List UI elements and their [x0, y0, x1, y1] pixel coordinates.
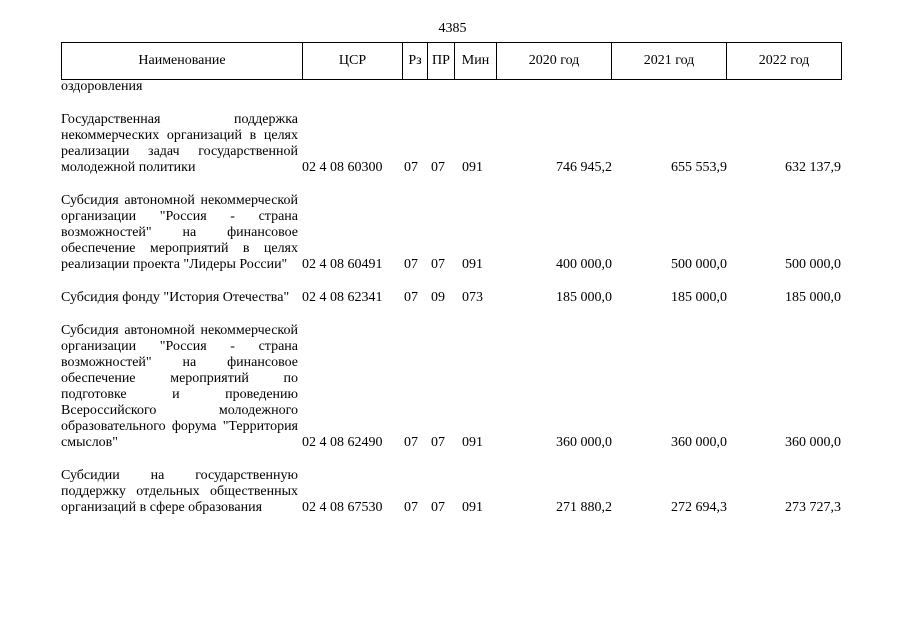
row-2022: 360 000,0: [785, 435, 841, 450]
row-2022: 185 000,0: [785, 290, 841, 305]
row-pr: 07: [431, 257, 445, 272]
row-2021: 655 553,9: [671, 160, 727, 175]
row-rz: 07: [404, 500, 418, 515]
header-pr: ПР: [428, 43, 455, 80]
row-name: Субсидия автономной некоммерческой организации "Россия - страна возможностей" на финансовое обеспечение мероприятий в целях реализации проекта "Лидеры России": [61, 193, 298, 272]
row-2021: 272 694,3: [671, 500, 727, 515]
row-2021: 360 000,0: [671, 435, 727, 450]
row-min: 073: [462, 290, 483, 305]
row-rz: 07: [404, 290, 418, 305]
row-csr: 02 4 08 67530: [302, 500, 383, 515]
row-csr: 02 4 08 60491: [302, 257, 383, 272]
row-pr: 07: [431, 500, 445, 515]
continuation-row: [61, 79, 841, 95]
header-2020: 2020 год: [497, 43, 612, 80]
row-2020: 360 000,0: [556, 435, 612, 450]
row-min: 091: [462, 257, 483, 272]
row-csr: 02 4 08 60300: [302, 160, 383, 175]
row-pr: 07: [431, 160, 445, 175]
row-pr: 07: [431, 435, 445, 450]
table-header: [61, 42, 842, 80]
row-min: 091: [462, 435, 483, 450]
header-rz: Рз: [403, 43, 428, 80]
table-body: [61, 78, 841, 516]
header-row: [62, 43, 842, 80]
table-row: [61, 193, 841, 273]
table-row: [61, 112, 841, 176]
table-row: [61, 323, 841, 451]
row-rz: 07: [404, 257, 418, 272]
table-row: [61, 468, 841, 516]
row-min: 091: [462, 160, 483, 175]
row-name: Субсидия фонду "История Отечества": [61, 290, 290, 305]
row-csr: 02 4 08 62341: [302, 290, 383, 305]
header-name: Наименование: [62, 43, 303, 80]
row-2020: 185 000,0: [556, 290, 612, 305]
header-min: Мин: [455, 43, 497, 80]
row-2022: 273 727,3: [785, 500, 841, 515]
row-pr: 09: [431, 290, 445, 305]
row-rz: 07: [404, 160, 418, 175]
row-2021: 500 000,0: [671, 257, 727, 272]
row-min: 091: [462, 500, 483, 515]
row-csr: 02 4 08 62490: [302, 435, 383, 450]
page-number: 4385: [438, 21, 467, 36]
table-row: [61, 290, 841, 306]
row-2020: 746 945,2: [556, 160, 612, 175]
row-2020: 400 000,0: [556, 257, 612, 272]
row-rz: 07: [404, 435, 418, 450]
row-2022: 500 000,0: [785, 257, 841, 272]
continuation-text: оздоровления: [61, 79, 143, 94]
row-name: Государственная поддержка некоммерческих организаций в целях реализации задач государственной молодежной политики: [61, 112, 298, 175]
header-csr: ЦСР: [303, 43, 403, 80]
row-name: Субсидия автономной некоммерческой организации "Россия - страна возможностей" на финансовое обеспечение мероприятий по подготовке и проведению Всероссийского молодежного образовательного форума "Территория смыслов": [61, 323, 298, 450]
row-2020: 271 880,2: [556, 500, 612, 515]
row-name: Субсидии на государственную поддержку отдельных общественных организаций в сфере образования: [61, 468, 298, 515]
row-2022: 632 137,9: [785, 160, 841, 175]
header-2021: 2021 год: [612, 43, 727, 80]
row-2021: 185 000,0: [671, 290, 727, 305]
header-2022: 2022 год: [727, 43, 842, 80]
